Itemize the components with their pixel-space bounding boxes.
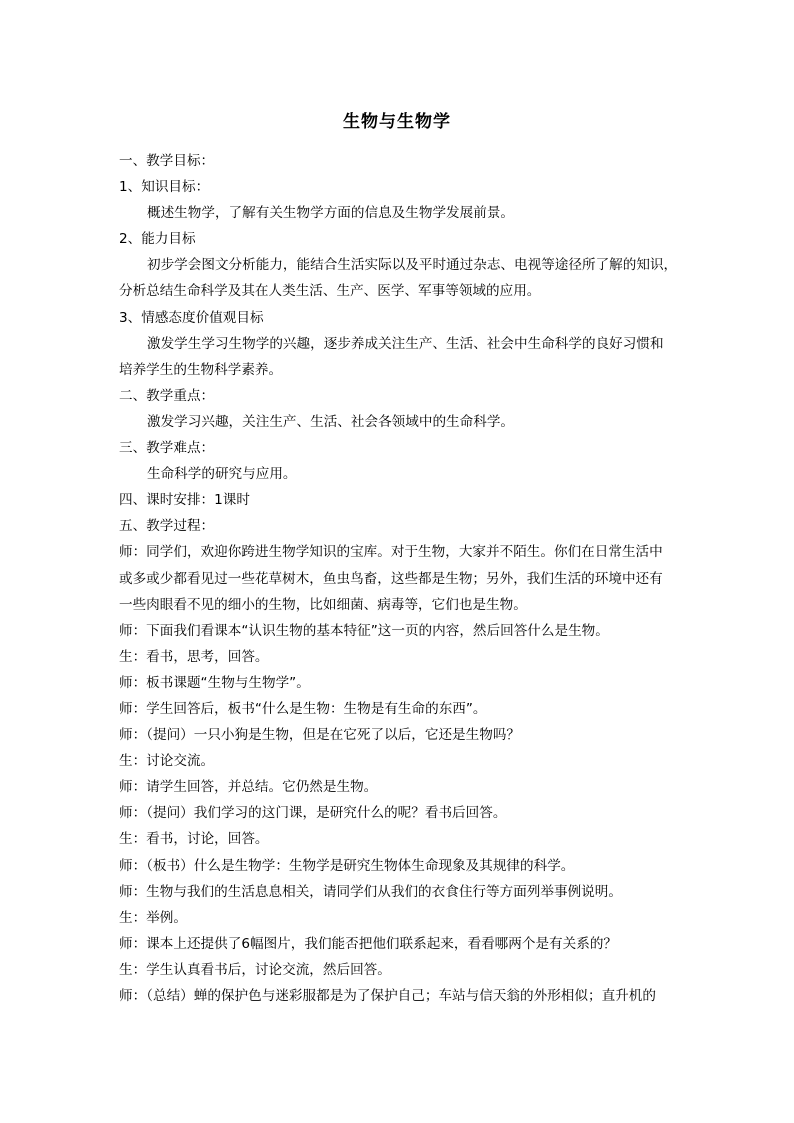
text-line: 师：（提问）一只小狗是生物，但是在它死了以后，它还是生物吗？ bbox=[119, 727, 521, 744]
text-line: 初步学会图文分析能力，能结合生活实际以及平时通过杂志、电视等途径所了解的知识， bbox=[147, 257, 678, 274]
text-line: 师：请学生回答，并总结。它仍然是生物。 bbox=[119, 779, 378, 796]
text-line: 生：学生认真看书后，讨论交流，然后回答。 bbox=[119, 961, 391, 978]
text-line: 2、能力目标 bbox=[119, 231, 196, 248]
text-line: 五、教学过程： bbox=[119, 518, 215, 535]
text-line: 3、情感态度价值观目标 bbox=[119, 309, 264, 326]
text-line: 培养学生的生物科学素养。 bbox=[119, 361, 283, 378]
text-line: 师：学生回答后，板书“什么是生物：生物是有生命的东西”。 bbox=[119, 700, 487, 717]
text-line: 生：看书，讨论，回答。 bbox=[119, 831, 269, 848]
text-line: 生：看书，思考，回答。 bbox=[119, 648, 269, 665]
text-line: 四、课时安排：1课时 bbox=[119, 492, 250, 509]
text-line: 生：举例。 bbox=[119, 909, 187, 926]
text-line: 师：（板书）什么是生物学：生物学是研究生物体生命现象及其规律的科学。 bbox=[119, 857, 575, 874]
document-body bbox=[119, 148, 679, 1009]
text-line: 师：课本上还提供了6幅图片，我们能否把他们联系起来，看看哪两个是有关系的？ bbox=[119, 935, 618, 952]
text-line: 二、教学重点： bbox=[119, 387, 215, 404]
text-line: 概述生物学，了解有关生物学方面的信息及生物学发展前景。 bbox=[147, 205, 515, 222]
text-line: 分析总结生命科学及其在人类生活、生产、医学、军事等领域的应用。 bbox=[119, 283, 541, 300]
document-title: 生物与生物学 bbox=[343, 112, 451, 132]
text-line: 生：讨论交流。 bbox=[119, 753, 215, 770]
text-line: 师：（提问）我们学习的这门课，是研究什么的呢？看书后回答。 bbox=[119, 805, 507, 822]
text-line: 生命科学的研究与应用。 bbox=[147, 466, 297, 483]
text-line: 激发学习兴趣，关注生产、生活、社会各领域中的生命科学。 bbox=[147, 413, 515, 430]
text-line: 一些肉眼看不见的细小的生物，比如细菌、病毒等，它们也是生物。 bbox=[119, 596, 527, 613]
text-line: 师：下面我们看课本“认识生物的基本特征”这一页的内容，然后回答什么是生物。 bbox=[119, 622, 609, 639]
text-line: 三、教学难点： bbox=[119, 440, 215, 457]
text-line: 或多或少都看见过一些花草树木，鱼虫鸟畜，这些都是生物；另外，我们生活的环境中还有 bbox=[119, 570, 663, 587]
text-line: 激发学生学习生物学的兴趣，逐步养成关注生产、生活、社会中生命科学的良好习惯和 bbox=[147, 335, 664, 352]
text-line: 师：板书课题“生物与生物学”。 bbox=[119, 674, 310, 691]
text-line: 师：生物与我们的生活息息相关，请同学们从我们的衣食住行等方面列举事例说明。 bbox=[119, 883, 622, 900]
text-line: 1、知识目标： bbox=[119, 179, 210, 196]
text-line: 师：（总结）蝉的保护色与迷彩服都是为了保护自己；车站与信天翁的外形相似；直升机的 bbox=[119, 988, 656, 1004]
text-line: 一、教学目标： bbox=[119, 153, 215, 169]
text-line: 师：同学们，欢迎你跨进生物学知识的宝库。对于生物，大家并不陌生。你们在日常生活中 bbox=[119, 544, 663, 561]
